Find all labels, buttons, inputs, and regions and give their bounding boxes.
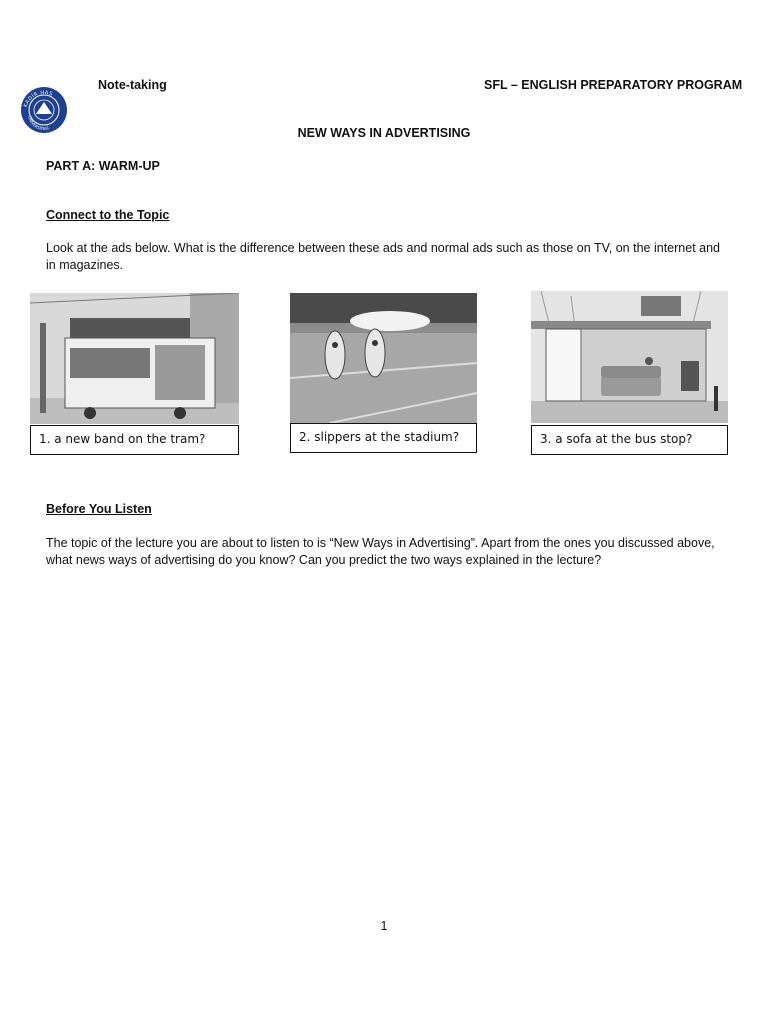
caption-3: 3. a sofa at the bus stop? xyxy=(531,425,728,455)
before-heading: Before You Listen xyxy=(46,502,152,516)
tram-ad-photo xyxy=(30,293,239,424)
bus-stop-sofa-photo xyxy=(531,291,728,423)
doc-right-title: SFL – ENGLISH PREPARATORY PROGRAM xyxy=(484,78,743,92)
svg-text:ÜNİVERSİTESİ: ÜNİVERSİTESİ xyxy=(27,115,50,132)
before-text: The topic of the lecture you are about to listen to is “New Ways in Advertising”. Apart from the ones you discussed above, what news ways of advertising do you know? Can you predict the two ways explained in the lecture? xyxy=(46,536,715,567)
connect-text: Look at the ads below. What is the difference between these ads and normal ads such as those on TV, on the internet and in magazines. xyxy=(46,241,720,272)
part-a-heading: PART A: WARM-UP xyxy=(46,159,160,173)
svg-text:KADİR HAS: KADİR HAS xyxy=(22,89,54,109)
page-number: 1 xyxy=(380,919,388,933)
page-title: NEW WAYS IN ADVERTISING xyxy=(297,126,471,140)
doc-left-title: Note-taking xyxy=(98,78,167,92)
caption-1: 1. a new band on the tram? xyxy=(30,425,239,455)
connect-heading: Connect to the Topic xyxy=(46,208,170,222)
stadium-slippers-photo xyxy=(290,293,477,423)
caption-2: 2. slippers at the stadium? xyxy=(290,423,477,453)
